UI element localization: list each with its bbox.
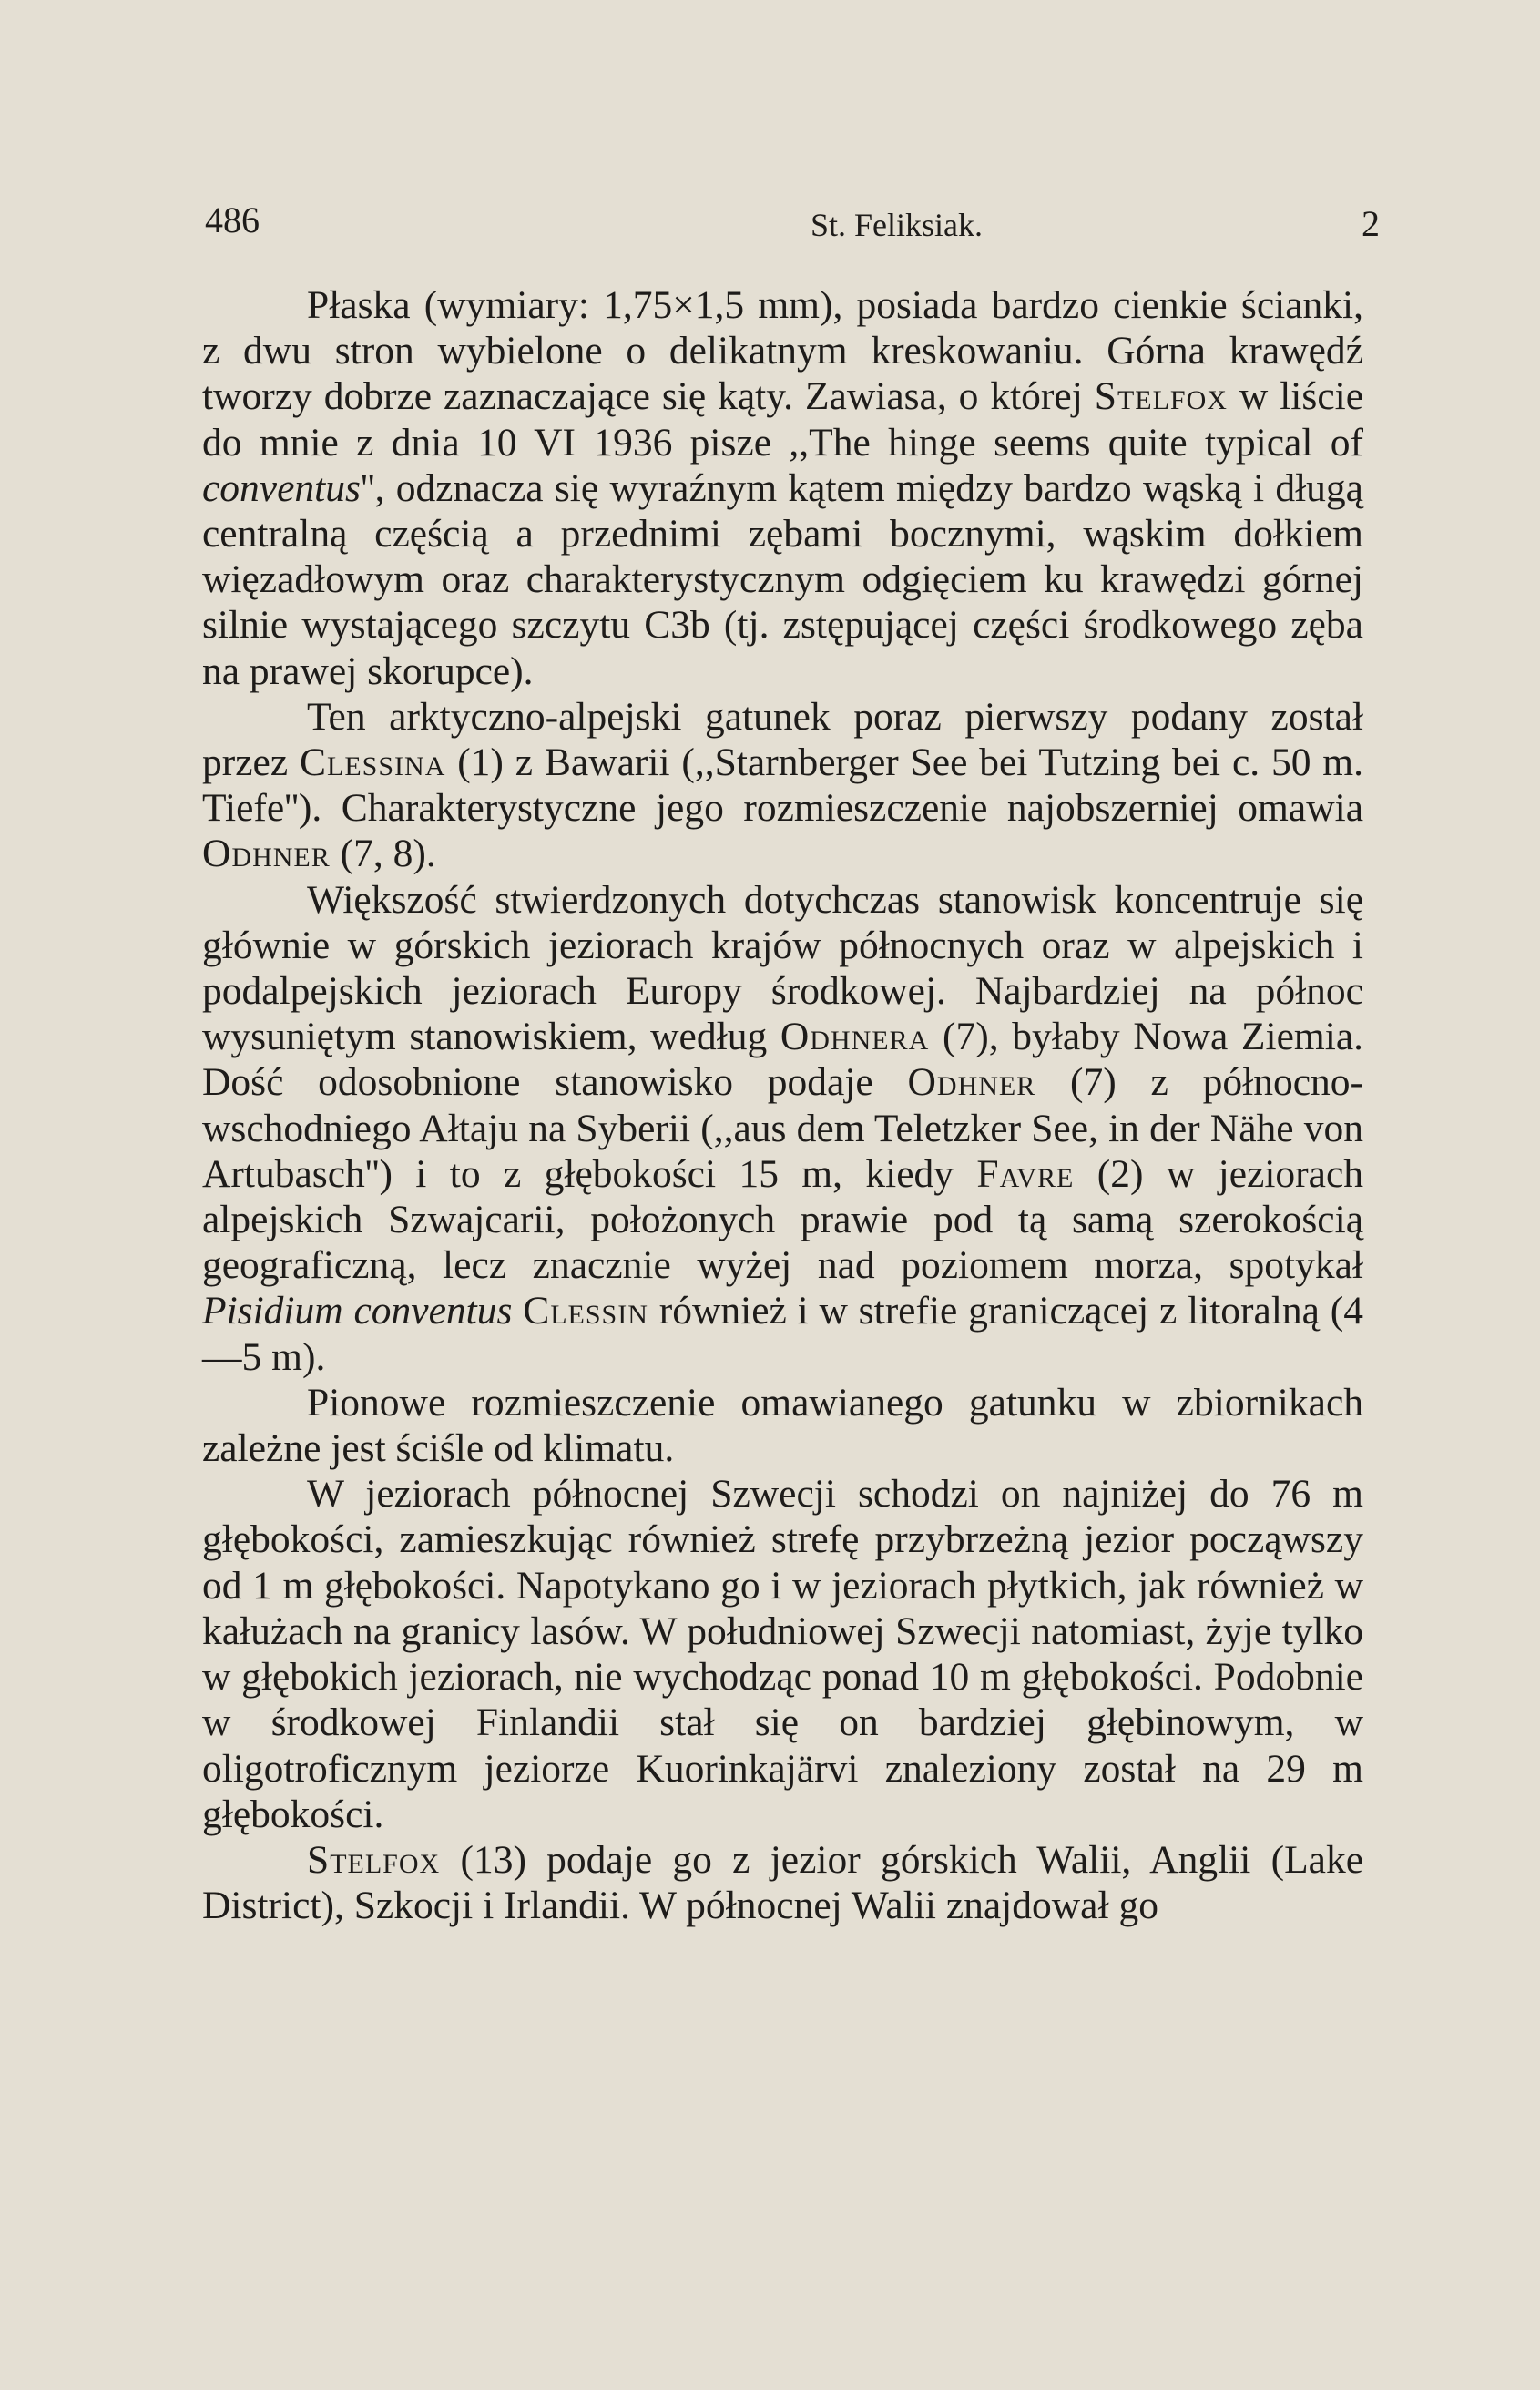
author-stelfox: Stelfox [307, 1837, 441, 1882]
p1-text-b: w liście do mnie z dnia 10 VI 1936 pisze ,,The hinge seems quite typical of [202, 374, 1364, 465]
author-clessina: Clessina [300, 740, 446, 785]
p6-text: (13) podaje go z jezior górskich Walii, Anglii (Lake District), Szkocji i Irlandii. W północnej Walii znajdował go [202, 1837, 1364, 1928]
p1-text-c: '', odznacza się wyraźnym kątem między bardzo wąską i długą centralną częścią a przednimi zębami bocznymi, wąskim dołkiem więzadłowym oraz charakterystycznym odgięciem ku krawędzi górnej silnie wystającego szczytu C3b (tj. zstępującej części środkowego zęba na prawej skorupce). [202, 465, 1363, 693]
paragraph-6 [202, 1837, 1363, 1928]
p3-text-b: (7), byłaby Nowa Ziemia. Dość odosobnione stanowisko podaje [202, 1015, 1363, 1105]
p1-text-a: Płaska (wymiary: 1,75×1,5 mm), posiada bardzo cienkie ścianki, z dwu stron wybielone o delikatnym kreskowaniu. Górna krawędź tworzy dobrze zaznaczające się kąty. Zawiasa, o której [202, 283, 1363, 419]
sheet-number: 2 [1362, 203, 1380, 244]
species-pisidium-conventus: Pisidium conventus [202, 1289, 513, 1333]
author-odhner: Odhner [202, 832, 331, 876]
p2-text-b: (1) z Bawarii (,,Starnberger See bei Tutzing bei c. 50 m. Tiefe''). Charakterystyczne jego rozmieszczenie najobszerniej omawia [202, 740, 1364, 831]
body-text [202, 282, 1363, 1928]
author-odhnera: Odhnera [780, 1015, 930, 1059]
author-clessin: Clessin [523, 1289, 648, 1333]
paragraph-4 [202, 1380, 1363, 1471]
p2-text-a: Ten arktyczno-alpejski gatunek poraz pierwszy podany został przez [202, 694, 1363, 785]
p2-text-c: (7, 8). [340, 832, 436, 876]
paragraph-2 [202, 694, 1363, 877]
p3-text-e: również i w strefie graniczącej z litoralną (4—5 m). [202, 1289, 1364, 1379]
p3-text-c: (7) z północno-wschodniego Ałtaju na Syberii (,,aus dem Teletzker See, in der Nähe von Artubasch'') i to z głębokości 15 m, kiedy [202, 1060, 1363, 1196]
running-head: St. Feliksiak. [811, 207, 984, 243]
p5-text: W jeziorach północnej Szwecji schodzi on najniżej do 76 m głębokości, zamieszkując również strefę przybrzeżną jezior począwszy od 1 m głębokości. Napotykano go i w jeziorach płytkich, jak również w kałużach na granicy lasów. W południowej Szwecji natomiast, żyje tylko w głębokich jeziorach, nie wychodząc ponad 10 m głębokości. Podobnie w środkowej Finlandii stał się on bardziej głębinowym, w oligotroficznym jeziorze Kuorinkajärvi znaleziony został na 29 m głębokości. [202, 1472, 1363, 1836]
species-conventus: conventus [202, 465, 361, 510]
author-stelfox: Stelfox [1094, 374, 1228, 419]
p3-text-a: Większość stwierdzonych dotychczas stanowisk koncentruje się głównie w górskich jeziorach krajów północnych oraz w alpejskich i podalpejskich jeziorach Europy środkowej. Najbardziej na północ wysuniętym stanowiskiem, według [202, 877, 1363, 1059]
paragraph-5 [202, 1471, 1363, 1837]
paragraph-3 [202, 877, 1363, 1380]
author-odhner: Odhner [907, 1060, 1036, 1105]
author-favre: Favre [976, 1151, 1075, 1196]
p4-text: Pionowe rozmieszczenie omawianego gatunku w zbiornikach zależne jest ściśle od klimatu. [202, 1380, 1363, 1471]
p3-text-d: (2) w jeziorach alpejskich Szwajcarii, położonych prawie pod tą samą szerokością geograficzną, lecz znacznie wyżej nad poziomem morza, spotykał [202, 1151, 1364, 1288]
paragraph-1 [202, 282, 1363, 694]
page-number: 486 [205, 199, 260, 240]
page-header [205, 191, 1380, 246]
